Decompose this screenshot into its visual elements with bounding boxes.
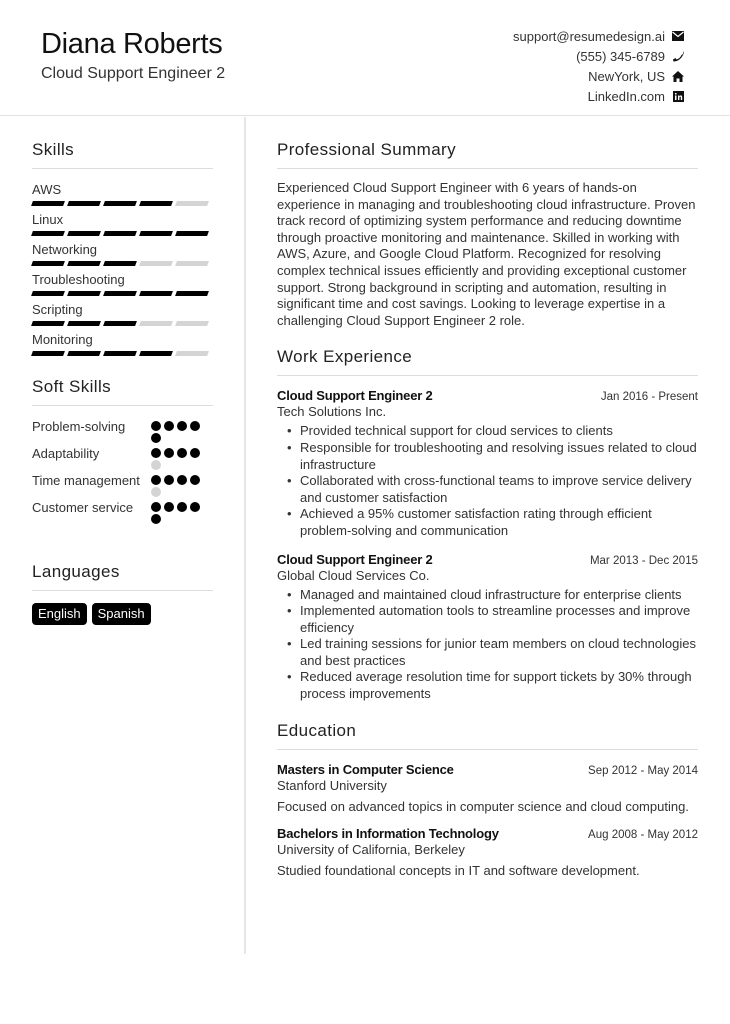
education-entry xyxy=(277,762,698,814)
rating-dot xyxy=(151,514,161,524)
job-entry xyxy=(277,552,698,703)
soft-skill-item xyxy=(32,472,213,497)
skill-item xyxy=(32,212,213,242)
column-divider xyxy=(244,117,246,954)
rating-bar xyxy=(175,231,209,236)
soft-skill-rating-dots xyxy=(151,472,203,497)
rating-bar xyxy=(175,351,209,356)
rating-bar xyxy=(103,231,137,236)
rating-dot xyxy=(151,487,161,497)
contact-list xyxy=(513,26,684,106)
rating-bar xyxy=(67,261,101,266)
rating-dot xyxy=(151,502,161,512)
languages-section xyxy=(32,562,213,625)
rating-bar xyxy=(175,201,209,206)
soft-skill-name: Adaptability xyxy=(32,446,100,461)
skill-rating-bars xyxy=(32,321,213,326)
job-role: Cloud Support Engineer 2 xyxy=(277,551,433,567)
contact-phone-text: (555) 345-6789 xyxy=(576,48,665,64)
rating-bar xyxy=(139,291,173,296)
skills-heading: Skills xyxy=(32,140,213,169)
job-dates: Mar 2013 - Dec 2015 xyxy=(589,554,698,567)
skill-item xyxy=(32,242,213,272)
skill-name: Networking xyxy=(32,242,98,257)
education-entry xyxy=(277,826,698,878)
education-heading: Education xyxy=(277,721,698,750)
job-dates: Jan 2016 - Present xyxy=(600,391,698,404)
languages-heading: Languages xyxy=(32,562,213,591)
linkedin-icon xyxy=(672,90,684,102)
language-chip: Spanish xyxy=(92,603,151,625)
rating-dot xyxy=(151,460,161,470)
rating-bar xyxy=(103,321,137,326)
rating-bar xyxy=(175,291,209,296)
education-degree: Bachelors in Information Technology xyxy=(277,825,499,841)
rating-bar xyxy=(67,321,101,326)
job-bullets xyxy=(277,587,698,703)
education-school: Stanford University xyxy=(277,777,387,793)
contact-linkedin[interactable] xyxy=(513,86,684,106)
job-bullet: • Implemented automation tools to streamline processes and improve efficiency xyxy=(300,603,698,636)
resume-header xyxy=(0,0,730,116)
contact-phone[interactable] xyxy=(513,46,684,66)
language-chip: English xyxy=(32,603,87,625)
rating-dot xyxy=(190,421,200,431)
skill-rating-bars xyxy=(32,201,213,206)
skill-name: Scripting xyxy=(32,302,83,317)
skill-rating-bars xyxy=(32,231,213,236)
right-column xyxy=(277,140,698,896)
rating-bar xyxy=(67,351,101,356)
rating-dot xyxy=(177,421,187,431)
rating-bar xyxy=(175,321,209,326)
job-entry xyxy=(277,388,698,539)
rating-dot xyxy=(177,448,187,458)
job-bullets xyxy=(277,423,698,539)
summary-heading: Professional Summary xyxy=(277,140,698,169)
soft-skill-name: Problem-solving xyxy=(32,419,126,434)
rating-bar xyxy=(31,231,65,236)
soft-skill-item xyxy=(32,445,213,470)
education-dates: Sep 2012 - May 2014 xyxy=(588,764,698,777)
job-bullet: • Collaborated with cross-functional teams to improve service delivery and customer satisfaction xyxy=(300,473,698,506)
soft-skills-heading: Soft Skills xyxy=(32,377,213,406)
rating-bar xyxy=(31,201,65,206)
rating-dot xyxy=(164,421,174,431)
job-bullet: • Reduced average resolution time for support tickets by 30% through process improvements xyxy=(300,669,698,702)
rating-bar xyxy=(31,321,65,326)
rating-dot xyxy=(151,448,161,458)
rating-bar xyxy=(103,261,137,266)
job-company: Global Cloud Services Co. xyxy=(277,567,430,583)
experience-section xyxy=(277,347,698,702)
job-company: Tech Solutions Inc. xyxy=(277,404,387,420)
rating-dot xyxy=(164,475,174,485)
contact-linkedin-text: LinkedIn.com xyxy=(587,88,665,104)
soft-skill-rating-dots xyxy=(151,499,203,524)
rating-dot xyxy=(177,475,187,485)
rating-bar xyxy=(103,201,137,206)
rating-bar xyxy=(139,321,173,326)
rating-bar xyxy=(31,351,65,356)
contact-location-text: NewYork, US xyxy=(588,68,665,84)
rating-bar xyxy=(31,261,65,266)
rating-bar xyxy=(139,231,173,236)
contact-email[interactable] xyxy=(513,26,684,46)
soft-skill-name: Customer service xyxy=(32,500,134,515)
rating-bar xyxy=(67,201,101,206)
rating-dot xyxy=(151,433,161,443)
skills-list xyxy=(32,182,213,362)
rating-dot xyxy=(177,502,187,512)
soft-skill-rating-dots xyxy=(151,418,203,443)
soft-skills-list xyxy=(32,418,213,524)
left-column xyxy=(32,140,213,625)
skill-rating-bars xyxy=(32,291,213,296)
rating-dot xyxy=(151,475,161,485)
summary-text: Experienced Cloud Support Engineer with 6 years of hands-on experience in managing and troubleshooting cloud infrastructure. Proven track record of optimizing system performance and reducing downtime through proactive monitoring and maintenance. Skilled in working with AWS, Azure, and Google Cloud Platform. Recognized for resolving complex technical issues efficiently and providing exceptional customer support. Strong background in scripting and automation, resulting in significant time and cost savings. Looking to leverage expertise in a challenging Cloud Support Engineer 2 role. xyxy=(277,180,696,328)
soft-skill-item xyxy=(32,418,213,443)
rating-dot xyxy=(164,502,174,512)
rating-bar xyxy=(139,201,173,206)
candidate-name: Diana Roberts xyxy=(41,28,223,60)
rating-bar xyxy=(67,231,101,236)
rating-dot xyxy=(151,421,161,431)
education-section xyxy=(277,721,698,878)
skill-name: Linux xyxy=(32,212,64,227)
education-degree: Masters in Computer Science xyxy=(277,761,454,777)
education-header xyxy=(277,826,698,841)
rating-bar xyxy=(103,351,137,356)
job-bullet: • Managed and maintained cloud infrastructure for enterprise clients xyxy=(300,587,698,604)
job-bullet: • Led training sessions for junior team members on cloud technologies and best practices xyxy=(300,636,698,669)
skill-rating-bars xyxy=(32,351,213,356)
soft-skills-section xyxy=(32,377,213,524)
rating-dot xyxy=(190,502,200,512)
skill-name: Troubleshooting xyxy=(32,272,125,287)
education-header xyxy=(277,762,698,777)
phone-icon xyxy=(672,50,684,62)
job-header xyxy=(277,552,698,567)
education-school: University of California, Berkeley xyxy=(277,841,465,857)
languages-list xyxy=(32,603,213,625)
rating-bar xyxy=(31,291,65,296)
skill-name: Monitoring xyxy=(32,332,93,347)
skill-rating-bars xyxy=(32,261,213,266)
skill-item xyxy=(32,302,213,332)
education-list xyxy=(277,762,698,878)
rating-bar xyxy=(175,261,209,266)
experience-heading: Work Experience xyxy=(277,347,698,376)
contact-email-text: support@resumedesign.ai xyxy=(513,28,665,44)
job-header xyxy=(277,388,698,403)
rating-bar xyxy=(139,351,173,356)
job-role: Cloud Support Engineer 2 xyxy=(277,388,433,404)
soft-skill-name: Time management xyxy=(32,473,140,488)
skill-item xyxy=(32,272,213,302)
rating-dot xyxy=(164,448,174,458)
rating-bar xyxy=(139,261,173,266)
rating-bar xyxy=(67,291,101,296)
soft-skill-rating-dots xyxy=(151,445,203,470)
skill-item xyxy=(32,332,213,362)
skills-section xyxy=(32,140,213,362)
contact-location xyxy=(513,66,684,86)
jobs-list xyxy=(277,388,698,702)
education-description: Focused on advanced topics in computer science and cloud computing. xyxy=(277,798,689,814)
skill-name: AWS xyxy=(32,182,62,197)
education-description: Studied foundational concepts in IT and software development. xyxy=(277,862,640,878)
envelope-icon xyxy=(672,30,684,42)
candidate-title: Cloud Support Engineer 2 xyxy=(41,65,226,82)
home-icon xyxy=(672,70,684,82)
rating-dot xyxy=(190,475,200,485)
job-bullet: • Achieved a 95% customer satisfaction rating through efficient problem-solving and communication xyxy=(300,506,698,539)
job-bullet: • Provided technical support for cloud services to clients xyxy=(300,423,698,440)
soft-skill-item xyxy=(32,499,213,524)
skill-item xyxy=(32,182,213,212)
summary-section xyxy=(277,140,698,329)
education-dates: Aug 2008 - May 2012 xyxy=(588,828,698,841)
rating-bar xyxy=(103,291,137,296)
job-bullet: • Responsible for troubleshooting and resolving issues related to cloud infrastructure xyxy=(300,440,698,473)
rating-dot xyxy=(190,448,200,458)
